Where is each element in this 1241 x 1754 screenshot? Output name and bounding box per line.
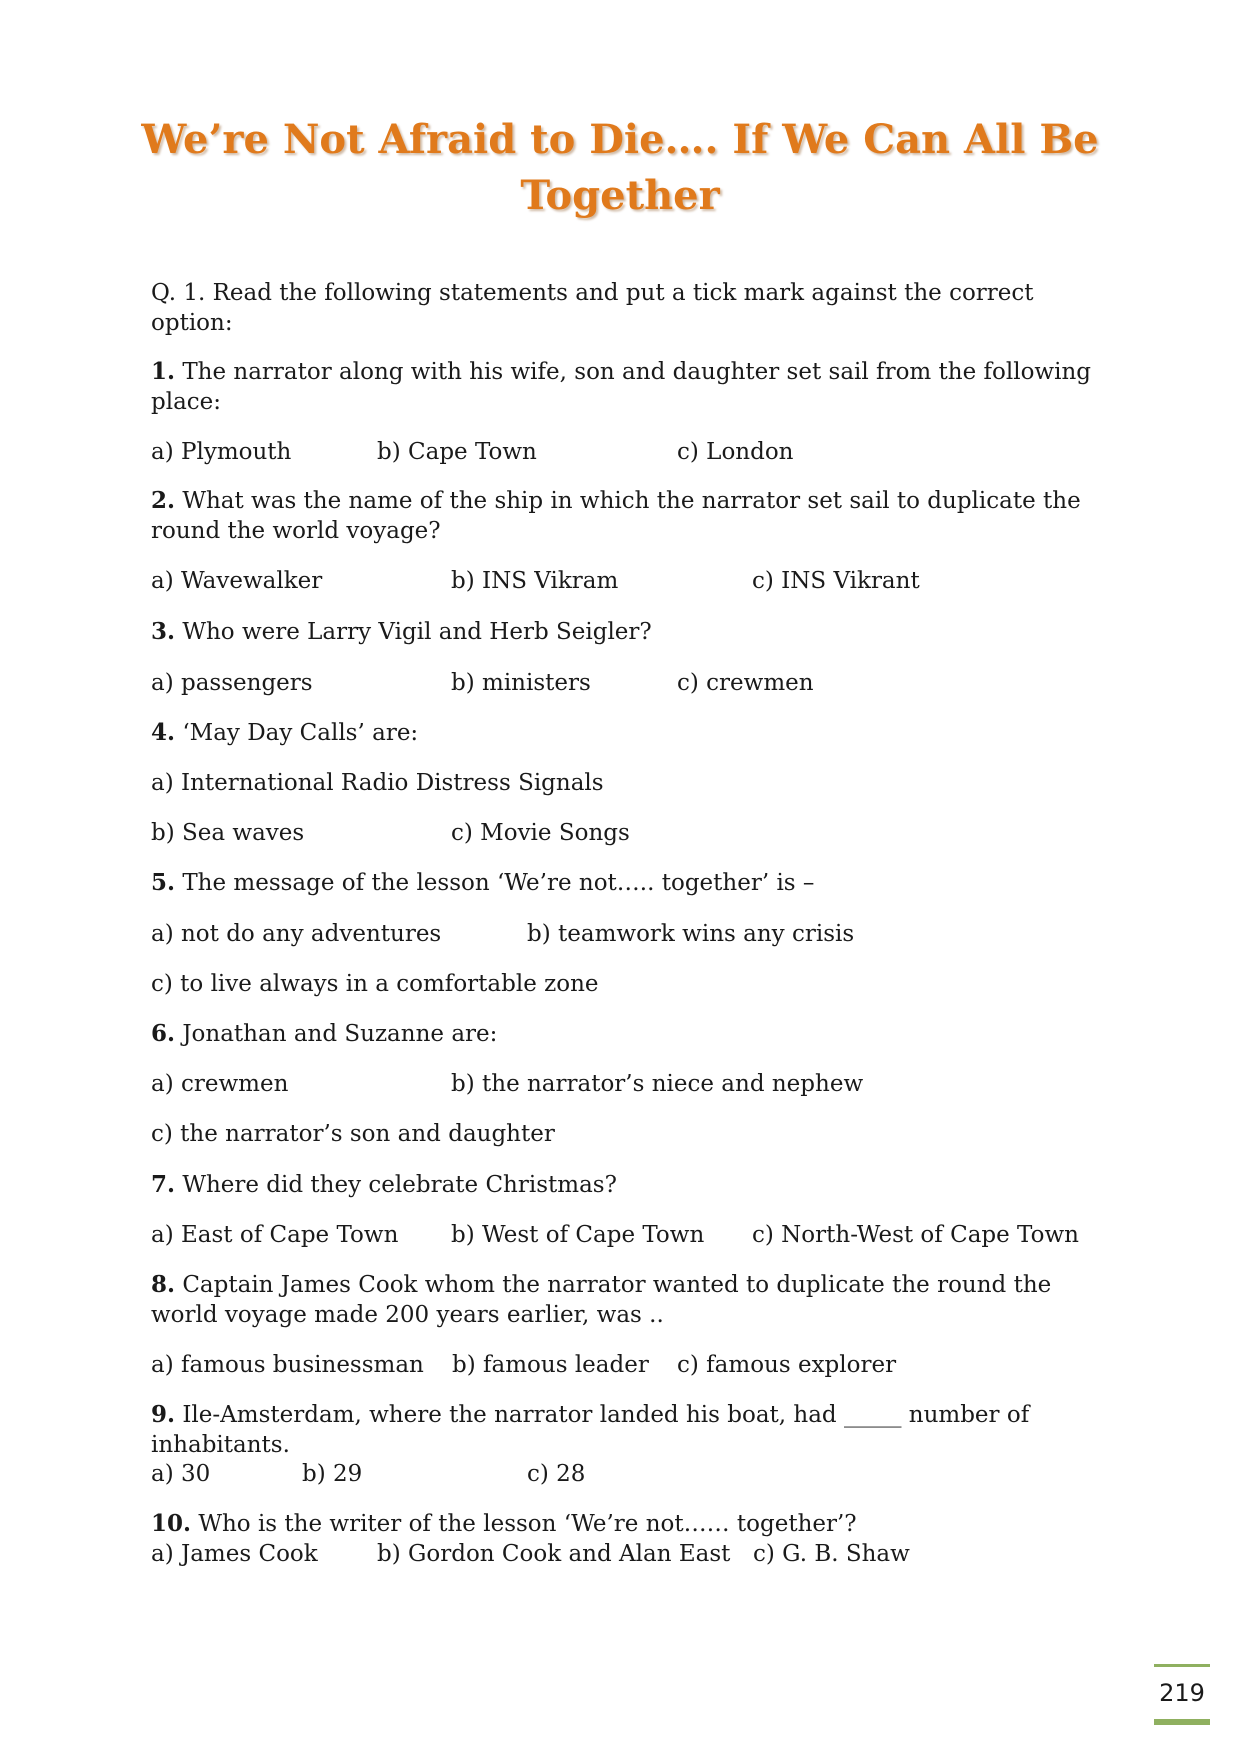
page-title: We’re Not Afraid to Die…. If We Can All Be Together	[141, 116, 1099, 219]
option-5c: c) to live always in a comfortable zone	[151, 971, 599, 997]
option-6c: c) the narrator’s son and daughter	[151, 1121, 555, 1147]
question-text: Captain James Cook whom the narrator wanted to duplicate the round the world voyage made 200 years earlier, was ..	[151, 1272, 1052, 1328]
option-8c: c) famous explorer	[677, 1352, 897, 1378]
question-10	[151, 1509, 1111, 1539]
question-1	[151, 357, 1111, 417]
option-7a: a) East of Cape Town	[151, 1222, 399, 1248]
question-text: Who is the writer of the lesson ‘We’re not…… together’?	[198, 1511, 857, 1537]
option-8a: a) famous businessman	[151, 1352, 424, 1378]
option-2a: a) Wavewalker	[151, 568, 323, 594]
question-number: 6.	[151, 1020, 176, 1047]
option-7b: b) West of Cape Town	[451, 1222, 705, 1248]
question-9	[151, 1400, 1111, 1460]
question-number: 4.	[151, 719, 176, 746]
question-number: 7.	[151, 1171, 176, 1198]
page-number: 219	[1154, 1664, 1210, 1725]
option-6a: a) crewmen	[151, 1071, 289, 1097]
question-6	[151, 1019, 1111, 1049]
option-6b: b) the narrator’s niece and nephew	[451, 1071, 864, 1097]
option-7c: c) North-West of Cape Town	[752, 1222, 1079, 1248]
question-text: What was the name of the ship in which the narrator set sail to duplicate the round the world voyage?	[151, 488, 1081, 544]
question-3	[151, 617, 1111, 647]
question-number: 8.	[151, 1271, 176, 1298]
option-9c: c) 28	[527, 1461, 586, 1487]
question-number: 1.	[151, 358, 176, 385]
question-2	[151, 486, 1111, 546]
question-text: Where did they celebrate Christmas?	[182, 1172, 617, 1198]
question-text: The message of the lesson ‘We’re not….. together’ is –	[182, 870, 815, 896]
question-number: 9.	[151, 1401, 176, 1428]
question-text: Ile-Amsterdam, where the narrator landed his boat, had _____ number of inhabitants.	[151, 1402, 1030, 1458]
question-text: Jonathan and Suzanne are:	[182, 1021, 498, 1047]
question-text: Who were Larry Vigil and Herb Seigler?	[182, 619, 652, 645]
option-9a: a) 30	[151, 1461, 211, 1487]
option-1c: c) London	[677, 439, 794, 465]
option-8b: b) famous leader	[452, 1352, 649, 1378]
option-4c: c) Movie Songs	[451, 820, 630, 846]
option-4a: a) International Radio Distress Signals	[151, 770, 604, 796]
question-8	[151, 1270, 1111, 1330]
question-5	[151, 868, 1111, 898]
question-text: ‘May Day Calls’ are:	[182, 720, 419, 746]
option-5b: b) teamwork wins any crisis	[527, 921, 855, 947]
question-intro: Q. 1. Read the following statements and put a tick mark against the correct option:	[151, 280, 1034, 336]
option-4b: b) Sea waves	[151, 820, 305, 846]
option-2c: c) INS Vikrant	[752, 568, 920, 594]
option-3c: c) crewmen	[677, 670, 814, 696]
option-3b: b) ministers	[451, 670, 591, 696]
question-4	[151, 718, 1111, 748]
option-3a: a) passengers	[151, 670, 313, 696]
option-10b: b) Gordon Cook and Alan East	[377, 1541, 731, 1567]
option-1b: b) Cape Town	[377, 439, 537, 465]
option-9b: b) 29	[302, 1461, 363, 1487]
question-number: 10.	[151, 1510, 192, 1537]
question-number: 5.	[151, 869, 176, 896]
question-number: 2.	[151, 487, 176, 514]
question-text: The narrator along with his wife, son and daughter set sail from the following place:	[151, 359, 1092, 415]
question-number: 3.	[151, 618, 176, 645]
question-7	[151, 1170, 1111, 1200]
option-2b: b) INS Vikram	[451, 568, 619, 594]
option-5a: a) not do any adventures	[151, 921, 442, 947]
option-10c: c) G. B. Shaw	[753, 1541, 910, 1567]
option-10a: a) James Cook	[151, 1541, 318, 1567]
option-1a: a) Plymouth	[151, 439, 292, 465]
